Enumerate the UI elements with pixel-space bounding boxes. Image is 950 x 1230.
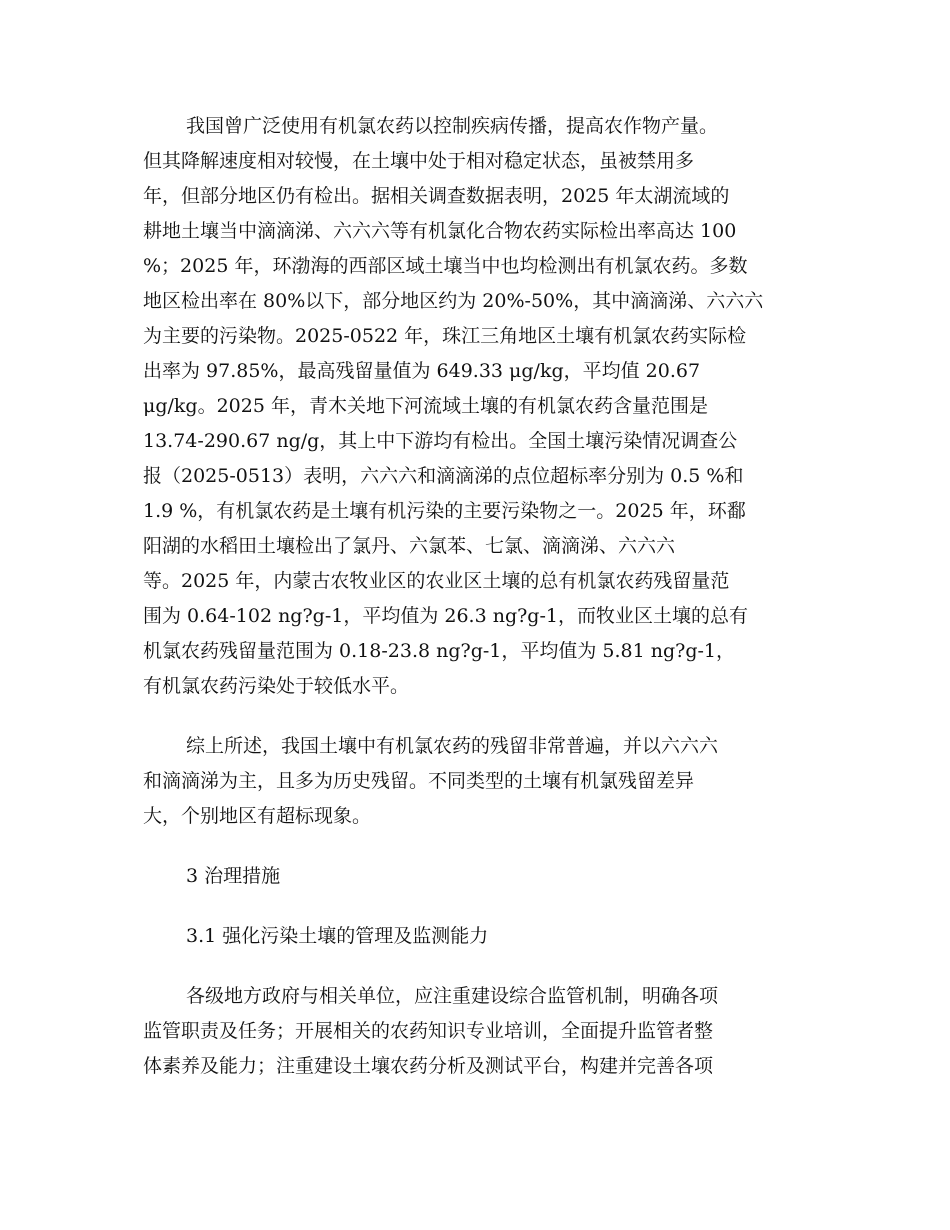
paragraph-1-line: %；2025 年，环渤海的西部区域土壤当中也均检测出有机氯农药。多数 — [143, 255, 748, 277]
paragraph-2-line: 大，个别地区有超标现象。 — [143, 805, 372, 827]
paragraph-1-line: 为主要的污染物。2025-0522 年，珠江三角地区土壤有机氯农药实际检 — [143, 325, 747, 347]
paragraph-1-line: 年，但部分地区仍有检出。据相关调查数据表明，2025 年太湖流域的 — [143, 185, 730, 207]
paragraph-1-line: 我国曾广泛使用有机氯农药以控制疾病传播，提高农作物产量。 — [186, 115, 719, 137]
subsection-heading: 3.1 强化污染土壤的管理及监测能力 — [186, 925, 489, 947]
paragraph-3-line: 监管职责及任务；开展相关的农药知识专业培训，全面提升监管者整 — [143, 1020, 714, 1042]
paragraph-2-line: 和滴滴涕为主，且多为历史残留。不同类型的土壤有机氯残留差异 — [143, 770, 695, 792]
paragraph-1-line: 地区检出率在 80%以下，部分地区约为 20%-50%，其中滴滴涕、六六六 — [143, 290, 764, 312]
paragraph-1-line: 有机氯农药污染处于较低水平。 — [143, 675, 410, 697]
paragraph-1-line: 等。2025 年，内蒙古农牧业区的农业区土壤的总有机氯农药残留量范 — [143, 570, 730, 592]
paragraph-1-line: 报（2025-0513）表明，六六六和滴滴涕的点位超标率分别为 0.5 %和 — [143, 465, 744, 487]
paragraph-1-line: 围为 0.64-102 ng?g-1，平均值为 26.3 ng?g-1，而牧业区土壤的总有 — [143, 605, 748, 627]
paragraph-1-line: 13.74-290.67 ng/g，其上中下游均有检出。全国土壤污染情况调查公 — [143, 430, 738, 452]
section-heading: 3 治理措施 — [186, 865, 281, 887]
paragraph-1-line: 阳湖的水稻田土壤检出了氯丹、六氯苯、七氯、滴滴涕、六六六 — [143, 535, 676, 557]
paragraph-1-line: 1.9 %，有机氯农药是土壤有机污染的主要污染物之一。2025 年，环鄱 — [143, 500, 746, 522]
paragraph-1-line: 出率为 97.85%，最高残留量值为 649.33 μg/kg，平均值 20.67 — [143, 360, 701, 382]
paragraph-1-line: 但其降解速度相对较慢，在土壤中处于相对稳定状态，虽被禁用多 — [143, 150, 695, 172]
paragraph-3-line: 各级地方政府与相关单位，应注重建设综合监管机制，明确各项 — [186, 985, 719, 1007]
paragraph-3-line: 体素养及能力；注重建设土壤农药分析及测试平台，构建并完善各项 — [143, 1055, 714, 1077]
paragraph-1-line: 耕地土壤当中滴滴涕、六六六等有机氯化合物农药实际检出率高达 100 — [143, 220, 737, 242]
paragraph-1-line: 机氯农药残留量范围为 0.18-23.8 ng?g-1，平均值为 5.81 ng?g-1， — [143, 640, 736, 662]
paragraph-1-line: μg/kg。2025 年，青木关地下河流域土壤的有机氯农药含量范围是 — [143, 395, 708, 417]
paragraph-2-line: 综上所述，我国土壤中有机氯农药的残留非常普遍，并以六六六 — [186, 735, 719, 757]
